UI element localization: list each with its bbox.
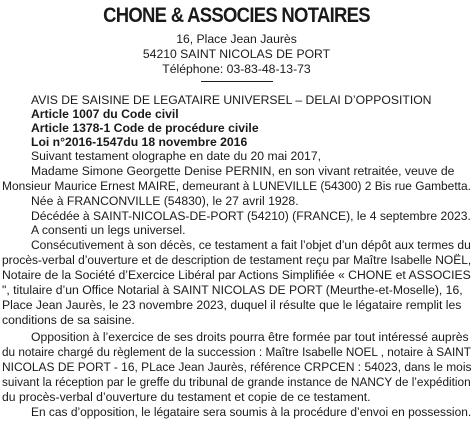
firm-phone: Téléphone: 03-83-48-13-73 xyxy=(162,62,311,76)
body-line: NICOLAS DE PORT - 16, PLace Jean Jaurès, référence CRPCEN : 54023, dans le mois xyxy=(2,360,472,374)
body-line: En cas d’opposition, le légataire sera soumis à la procédure d’envoi en possession. xyxy=(31,405,472,419)
body-line: suivant la réception par le greffe du tribunal de grande instance de NANCY de l’expédition xyxy=(2,375,471,389)
body-line: Notaire de la Société d’Exercice Libéral par Actions Simplifiée « CHONE et ASSOCIES xyxy=(2,268,471,282)
body-line: Née à FRANCONVILLE (54830), le 27 avril 1928. xyxy=(31,194,299,208)
body-line: Suivant testament olographe en date du 20 mai 2017, xyxy=(31,149,321,163)
firm-name: CHONE & ASSOCIES NOTAIRES xyxy=(103,4,370,27)
law-reference-3: Loi n°2016-1547du 18 novembre 2016 xyxy=(31,135,248,149)
law-reference-1: Article 1007 du Code civil xyxy=(31,107,179,121)
body-line: Madame Simone Georgette Denise PERNIN, en son vivant retraitée, veuve de xyxy=(31,164,455,178)
notice-title: AVIS DE SAISINE DE LEGATAIRE UNIVERSEL – DELAI D’OPPOSITION xyxy=(31,93,432,107)
firm-street: 16, Place Jean Jaurès xyxy=(176,32,297,46)
body-line: Consécutivement à son décès, ce testament a fait l’objet d’un dépôt aux termes du xyxy=(31,238,471,252)
body-line: du notaire chargé du règlement de la succession : Maître Isabelle NOEL , notaire à SAINT xyxy=(2,345,471,359)
body-line: procès-verbal d’ouverture et de description de testament reçu par Maître Isabelle NOËL, xyxy=(2,253,472,267)
body-line: Décédée à SAINT-NICOLAS-DE-PORT (54210) (FRANCE), le 4 septembre 2023. xyxy=(31,209,471,223)
body-line: du procès-verbal d’ouverture du testament et copie de ce testament. xyxy=(2,390,371,404)
body-line: conditions de sa saisine. xyxy=(2,313,135,327)
firm-city: 54210 SAINT NICOLAS DE PORT xyxy=(142,47,331,61)
header-divider xyxy=(201,81,273,82)
body-line: A consenti un legs universel. xyxy=(31,223,186,237)
body-line: Monsieur Maurice Ernest MAIRE, demeurant à LUNEVILLE (54300) 2 Bis rue Gambetta. xyxy=(2,179,471,193)
body-line: Opposition à l’exercice de ses droits pourra être formée par tout intéressé auprès xyxy=(31,330,469,344)
law-reference-2: Article 1378-1 Code de procédure civile xyxy=(31,121,259,135)
body-line: ", titulaire d’un Office Notarial à SAINT NICOLAS DE PORT (Meurthe-et-Moselle), 16, xyxy=(2,283,463,297)
body-line: Place Jean Jaurès, le 23 novembre 2023, duquel il résulte que le légataire remplit les xyxy=(2,298,462,312)
